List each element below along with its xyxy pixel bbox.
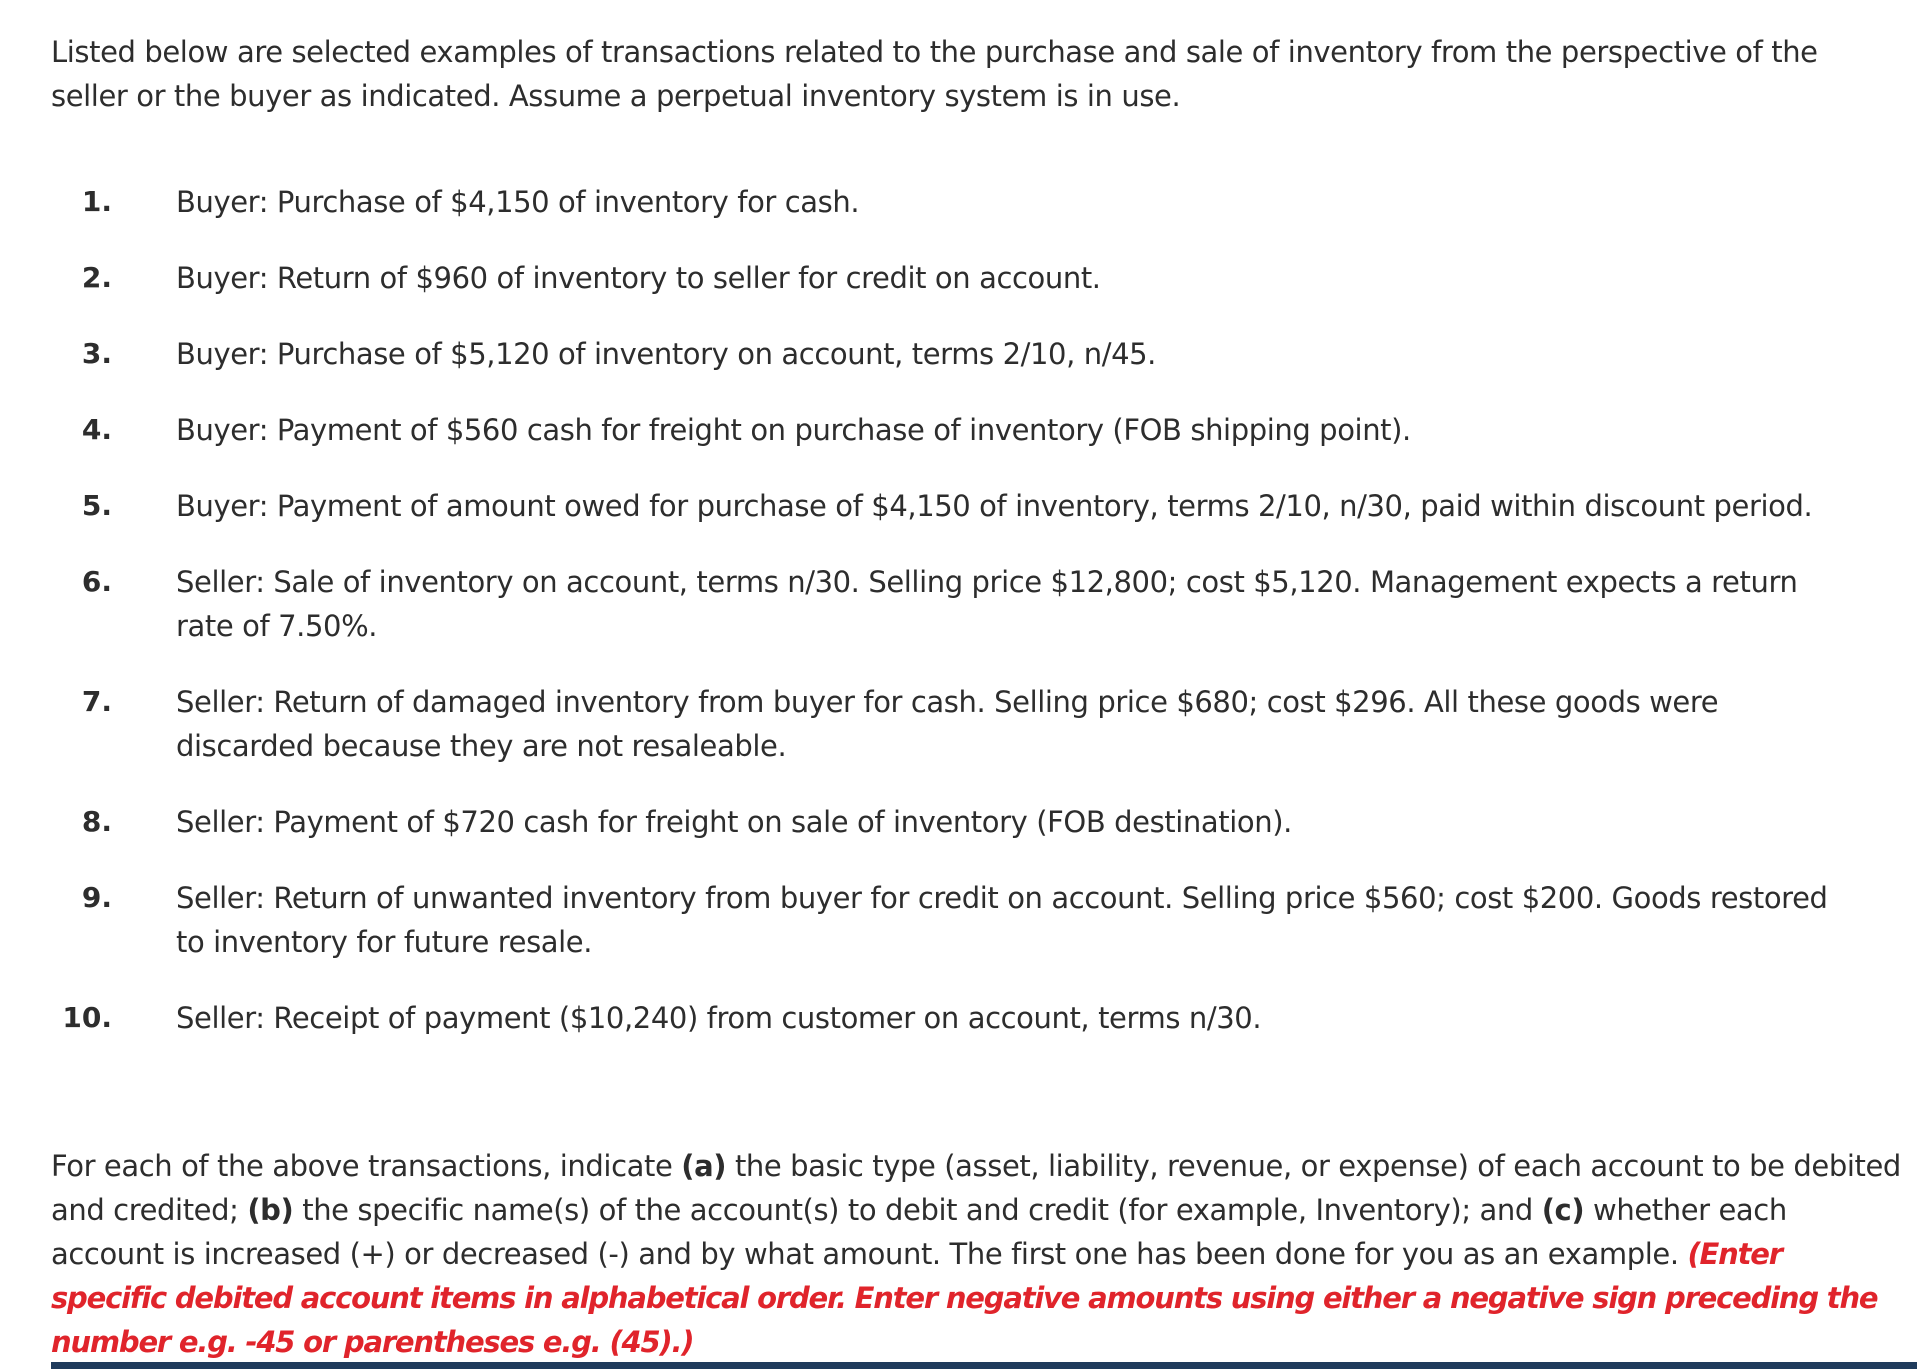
transaction-number: 6. — [81, 565, 112, 598]
transaction-number: 1. — [81, 185, 112, 218]
transaction-text: Seller: Receipt of payment ($10,240) from customer on account, terms n/30. — [176, 1001, 1262, 1035]
transaction-text: Buyer: Payment of $560 cash for freight on purchase of inventory (FOB shipping point). — [176, 413, 1411, 447]
transaction-text: Seller: Payment of $720 cash for freight on sale of inventory (FOB destination). — [176, 805, 1292, 839]
transaction-number: 8. — [81, 805, 112, 838]
part-b-label: (b) — [247, 1193, 294, 1227]
entry-instructions-note: (Enter specific debited account items in alphabetical order. Enter negative amounts using either a negative sign preceding the number e.g. -45 or parentheses e.g. (45).) — [51, 1237, 1878, 1359]
part-c-label: (c) — [1541, 1193, 1585, 1227]
transaction-text: Seller: Sale of inventory on account, terms n/30. Selling price $12,800; cost $5,120. Management expects a return rate of 7.50%. — [176, 565, 1798, 643]
transaction-text: Seller: Return of damaged inventory from buyer for cash. Selling price $680; cost $296. All these goods were discarded because they are not resaleable. — [176, 685, 1719, 763]
part-a-label: (a) — [681, 1149, 727, 1183]
instructions-text-4: whether each account is increased (+) or decreased (-) and by what amount. The first one has been done for you as an example. — [51, 1193, 1787, 1271]
instructions-paragraph — [51, 1144, 1901, 1364]
transaction-text: Buyer: Purchase of $4,150 of inventory for cash. — [176, 185, 860, 219]
transaction-text: Buyer: Return of $960 of inventory to seller for credit on account. — [176, 261, 1101, 295]
transaction-number: 5. — [81, 489, 112, 522]
transaction-number: 2. — [81, 261, 112, 294]
instructions-text-3: the specific name(s) of the account(s) to debit and credit (for example, Inventory); and — [293, 1193, 1542, 1227]
instructions-text-2: the basic type (asset, liability, revenue, or expense) of each account to be debited and credited; — [51, 1149, 1901, 1227]
transaction-text: Seller: Return of unwanted inventory from buyer for credit on account. Selling price $560; cost $200. Goods restored to inventory for future resale. — [176, 881, 1828, 959]
transaction-number: 7. — [81, 685, 112, 718]
transaction-text: Buyer: Payment of amount owed for purchase of $4,150 of inventory, terms 2/10, n/30, paid within discount period. — [176, 489, 1813, 523]
transaction-text: Buyer: Purchase of $5,120 of inventory on account, terms 2/10, n/45. — [176, 337, 1156, 371]
transaction-number: 3. — [81, 337, 112, 370]
transaction-number: 9. — [81, 881, 112, 914]
transaction-number: 4. — [81, 413, 112, 446]
transaction-number: 10. — [62, 1001, 112, 1034]
instructions-text-1: For each of the above transactions, indicate — [51, 1149, 682, 1183]
intro-paragraph: Listed below are selected examples of transactions related to the purchase and sale of inventory from the perspective of the seller or the buyer as indicated. Assume a perpetual inventory system is in use. — [51, 35, 1818, 113]
table-header-bar — [51, 1362, 1917, 1369]
